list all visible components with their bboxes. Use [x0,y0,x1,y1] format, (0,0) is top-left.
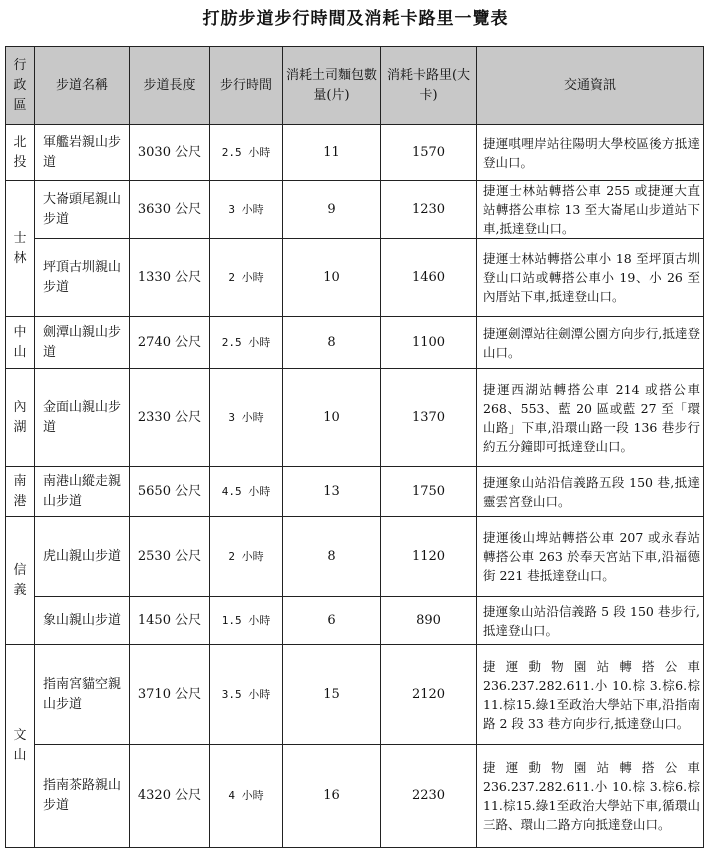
calories-cell: 1370 [381,369,477,467]
calories-cell: 1750 [381,467,477,517]
table-row [6,369,704,467]
calories-cell: 1460 [381,239,477,317]
time-cell: 3 小時 [210,181,283,239]
time-cell: 2 小時 [210,517,283,597]
transport-cell: 捷運唭哩岸站往陽明大學校區後方抵達登山口。 [477,125,704,181]
table-row [6,317,704,369]
toast-cell: 11 [283,125,381,181]
time-cell: 1.5 小時 [210,597,283,645]
length-cell: 2330 公尺 [130,369,210,467]
toast-cell: 8 [283,317,381,369]
table-row [6,745,704,848]
trail-name-cell: 劍潭山親山步道 [35,317,130,369]
district-cell: 文山 [6,645,35,848]
length-cell: 3630 公尺 [130,181,210,239]
transport-cell: 捷運士林站轉搭公車小 18 至坪頂古圳登山口站或轉搭公車小 19、小 26 至內厝站下車,抵達登山口。 [477,239,704,317]
trail-name-cell: 指南茶路親山步道 [35,745,130,848]
length-cell: 5650 公尺 [130,467,210,517]
transport-cell: 捷運西湖站轉搭公車 214 或搭公車 268、553、藍 20 區或藍 27 至「環山路」下車,沿環山路一段 136 巷步行約五分鐘即可抵達登山口。 [477,369,704,467]
table-header-row [6,47,704,125]
time-cell: 3 小時 [210,369,283,467]
time-cell: 4.5 小時 [210,467,283,517]
table-row [6,239,704,317]
header-district: 行政區 [6,47,35,125]
calories-cell: 1120 [381,517,477,597]
trail-name-cell: 坪頂古圳親山步道 [35,239,130,317]
length-cell: 1330 公尺 [130,239,210,317]
trail-name-cell: 軍艦岩親山步道 [35,125,130,181]
time-cell: 2 小時 [210,239,283,317]
district-cell: 南港 [6,467,35,517]
calories-cell: 1100 [381,317,477,369]
toast-cell: 10 [283,239,381,317]
toast-cell: 15 [283,645,381,745]
transport-cell: 捷運動物園站轉搭公車236.237.282.611.小 10.棕 3.棕6.棕11.棕15.綠1至政治大學站下車,沿指南路 2 段 33 巷方向步行,抵達登山口。 [477,645,704,745]
length-cell: 3710 公尺 [130,645,210,745]
time-cell: 2.5 小時 [210,125,283,181]
length-cell: 1450 公尺 [130,597,210,645]
calories-cell: 890 [381,597,477,645]
trail-table [5,46,704,848]
district-cell: 北投 [6,125,35,181]
district-cell: 中山 [6,317,35,369]
transport-cell: 捷運士林站轉搭公車 255 或捷運大直站轉搭公車棕 13 至大崙尾山步道站下車,抵達登山口。 [477,181,704,239]
transport-cell: 捷運劍潭站往劍潭公園方向步行,抵達登山口。 [477,317,704,369]
district-cell: 士林 [6,181,35,317]
table-row [6,125,704,181]
transport-cell: 捷運象山站沿信義路 5 段 150 巷步行,抵達登山口。 [477,597,704,645]
transport-cell: 捷運後山埤站轉搭公車 207 或永春站轉搭公車 263 於奉天宮站下車,沿福德街 221 巷抵達登山口。 [477,517,704,597]
table-row [6,181,704,239]
table-row [6,467,704,517]
length-cell: 3030 公尺 [130,125,210,181]
header-time: 步行時間 [210,47,283,125]
toast-cell: 13 [283,467,381,517]
time-cell: 3.5 小時 [210,645,283,745]
header-calories: 消耗卡路里(大卡) [381,47,477,125]
calories-cell: 1570 [381,125,477,181]
trail-name-cell: 象山親山步道 [35,597,130,645]
time-cell: 4 小時 [210,745,283,848]
time-cell: 2.5 小時 [210,317,283,369]
length-cell: 4320 公尺 [130,745,210,848]
district-cell: 內湖 [6,369,35,467]
transport-cell: 捷運象山站沿信義路五段 150 巷,抵達靈雲宮登山口。 [477,467,704,517]
trail-name-cell: 虎山親山步道 [35,517,130,597]
calories-cell: 1230 [381,181,477,239]
page-title: 打肪步道步行時間及消耗卡路里一覽表 [202,9,509,29]
trail-name-cell: 金面山親山步道 [35,369,130,467]
table-row [6,597,704,645]
district-cell: 信義 [6,517,35,645]
table-row [6,645,704,745]
header-transport: 交通資訊 [477,47,704,125]
header-length: 步道長度 [130,47,210,125]
trail-name-cell: 大崙頭尾親山步道 [35,181,130,239]
trail-name-cell: 指南宮貓空親山步道 [35,645,130,745]
length-cell: 2740 公尺 [130,317,210,369]
calories-cell: 2230 [381,745,477,848]
toast-cell: 8 [283,517,381,597]
length-cell: 2530 公尺 [130,517,210,597]
transport-cell: 捷運動物園站轉搭公車236.237.282.611.小 10.棕 3.棕6.棕11.棕15.綠1至政治大學站下車,循環山三路、環山二路方向抵達登山口。 [477,745,704,848]
toast-cell: 10 [283,369,381,467]
header-trail: 步道名稱 [35,47,130,125]
toast-cell: 16 [283,745,381,848]
calories-cell: 2120 [381,645,477,745]
toast-cell: 6 [283,597,381,645]
toast-cell: 9 [283,181,381,239]
header-toast: 消耗土司麵包數量(片) [283,47,381,125]
trail-name-cell: 南港山縱走親山步道 [35,467,130,517]
table-row [6,517,704,597]
